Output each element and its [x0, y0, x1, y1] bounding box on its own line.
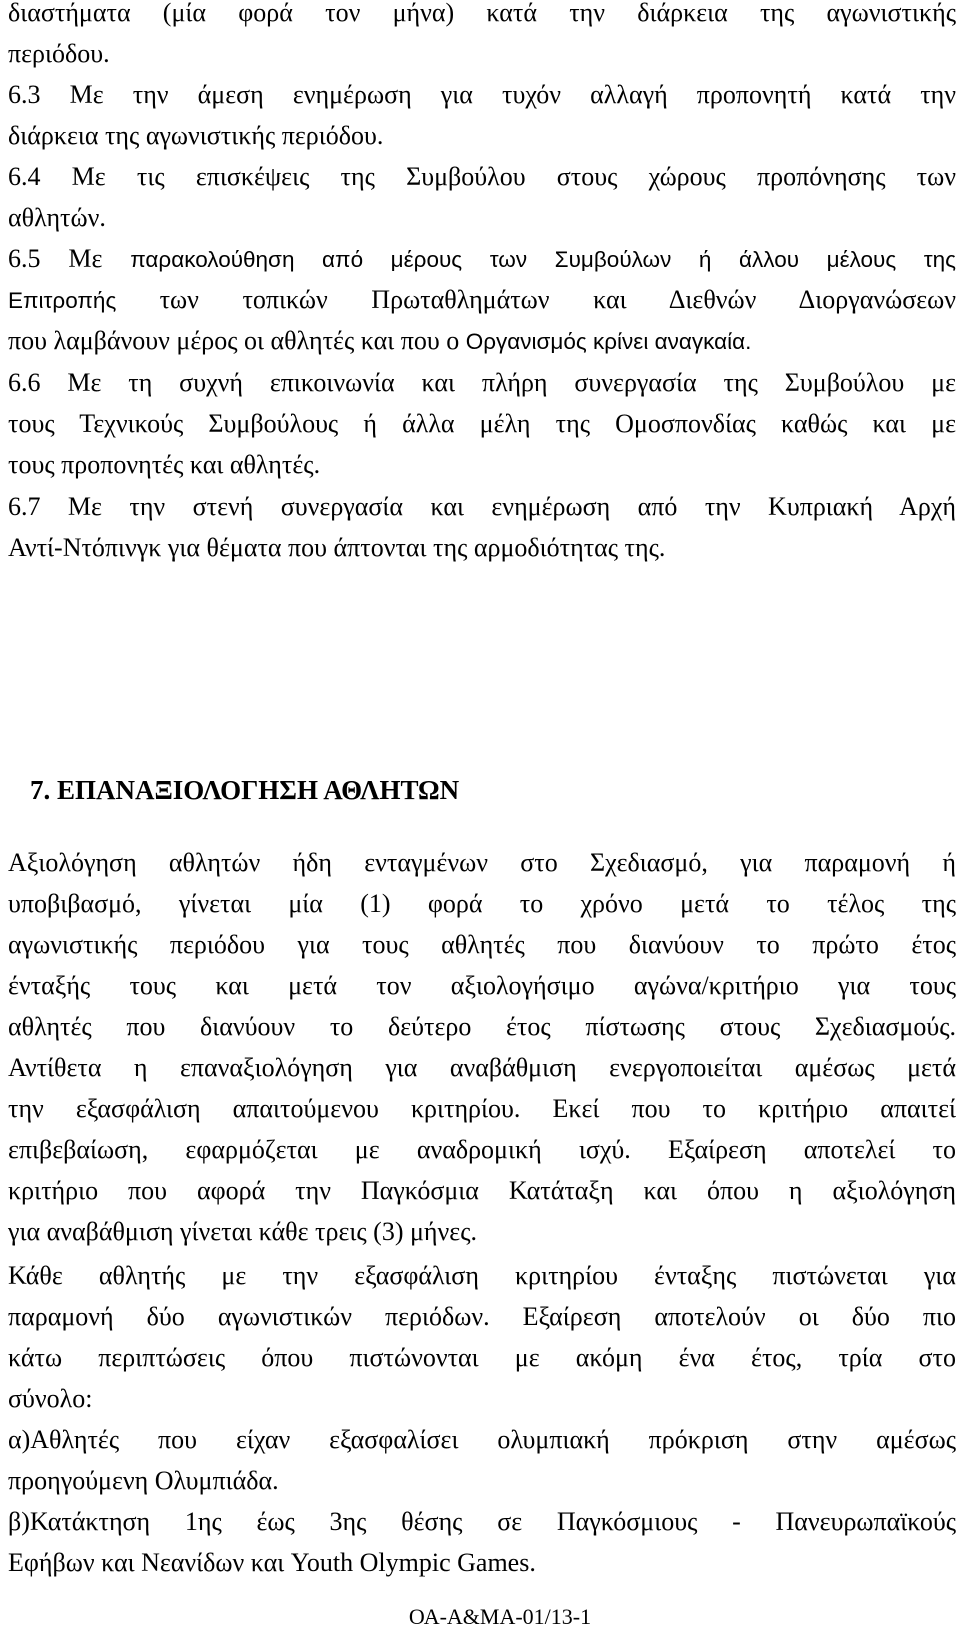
section-7-paragraph-1 [8, 842, 956, 1252]
text-line: τους Τεχνικούς Συμβούλους ή άλλα μέλη της Ομοσπονδίας καθώς και με [8, 409, 956, 438]
text-line: α)Αθλητές που είχαν εξασφαλίσει ολυμπιακή πρόκριση στην αμέσως [8, 1425, 956, 1454]
text-line: αγωνιστικής περιόδου για τους αθλητές που διανύουν το πρώτο έτος [8, 930, 956, 959]
item-6-5-text: των τοπικών Πρωταθλημάτων και Διεθνών Διοργανώσεων [159, 285, 956, 314]
text-line: κριτήριο που αφορά την Παγκόσμια Κατάταξη και όπου η αξιολόγηση [8, 1176, 956, 1205]
item-6-4 [8, 156, 956, 238]
text-line: 6.7 Με την στενή συνεργασία και ενημέρωση από την Κυπριακή Αρχή [8, 492, 956, 521]
text-line: αθλητών. [8, 203, 106, 232]
text-line: παραμονή δύο αγωνιστικών περιόδων. Εξαίρεση αποτελούν οι δύο πιο [8, 1302, 956, 1331]
text-line: Αντίθετα η επαναξιολόγηση για αναβάθμιση ενεργοποιείται αμέσως μετά [8, 1053, 956, 1082]
text-line: Αξιολόγηση αθλητών ήδη ενταγμένων στο Σχεδιασμό, για παραμονή ή [8, 848, 956, 877]
text-line: 6.4 Με τις επισκέψεις της Συμβούλου στους χώρους προπόνησης των [8, 162, 956, 191]
text-line: υποβιβασμό, γίνεται μία (1) φορά το χρόνο μετά το τέλος της [8, 889, 956, 918]
text-line [8, 238, 956, 279]
text-line: β)Κατάκτηση 1ης έως 3ης θέσης σε Παγκόσμιους - Πανευρωπαϊκούς [8, 1507, 956, 1536]
item-6-6 [8, 362, 956, 485]
item-6-5-text: που λαμβάνουν μέρος οι αθλητές και που ο [8, 326, 466, 355]
item-6-5-text: Οργανισμός κρίνει αναγκαία. [465, 329, 752, 354]
text-line: διάρκεια της αγωνιστικής περιόδου. [8, 121, 384, 150]
item-6-5 [8, 238, 956, 361]
text-line: την εξασφάλιση απαιτούμενου κριτηρίου. Εκεί που το κριτήριο απαιτεί [8, 1094, 956, 1123]
item-6-5-text: Επιτροπής [8, 288, 160, 313]
document-code-footer: ΟΑ-Α&ΜΑ-01/13-1 [408, 1604, 592, 1629]
text-line: περιόδου. [8, 39, 110, 68]
item-6-3 [8, 74, 956, 156]
text-line: Εφήβων και Νεανίδων και Youth Olympic Games. [8, 1548, 536, 1577]
continuation-paragraph [8, 0, 956, 74]
section-heading: 7. ΕΠΑΝΑΞΙΟΛΟΓΗΣΗ ΑΘΛΗΤΩΝ [30, 775, 460, 805]
text-line [8, 320, 956, 361]
text-line: επιβεβαίωση, εφαρμόζεται με αναδρομική ισχύ. Εξαίρεση αποτελεί το [8, 1135, 956, 1164]
text-line: διαστήματα (μία φορά τον μήνα) κατά την διάρκεια της αγωνιστικής [8, 0, 956, 27]
text-line: για αναβάθμιση γίνεται κάθε τρεις (3) μήνες. [8, 1217, 478, 1246]
item-6-7 [8, 486, 956, 568]
text-line: ένταξής τους και μετά τον αξιολογήσιμο αγώνα/κριτήριο για τους [8, 971, 956, 1000]
text-line: Αντί-Ντόπινγκ για θέματα που άπτονται της αρμοδιότητας της. [8, 533, 666, 562]
item-6-5-text: παρακολούθηση από μέρους των Συμβούλων ή άλλου μέλους της [130, 247, 956, 272]
text-line: Κάθε αθλητής με την εξασφάλιση κριτηρίου ένταξης πιστώνεται για [8, 1261, 956, 1290]
text-line: προηγούμενη Ολυμπιάδα. [8, 1466, 279, 1495]
item-6-5-number: 6.5 Με [8, 244, 131, 273]
text-line: 6.3 Με την άμεση ενημέρωση για τυχόν αλλαγή προπονητή κατά την [8, 80, 956, 109]
text-line: σύνολο: [8, 1384, 93, 1413]
text-line: τους προπονητές και αθλητές. [8, 450, 321, 479]
text-line: αθλητές που διανύουν το δεύτερο έτος πίστωσης στους Σχεδιασμούς. [8, 1012, 956, 1041]
text-line [8, 279, 956, 320]
text-line: 6.6 Με τη συχνή επικοινωνία και πλήρη συνεργασία της Συμβούλου με [8, 368, 956, 397]
section-7-paragraph-2 [8, 1255, 956, 1583]
text-line: κάτω περιπτώσεις όπου πιστώνονται με ακόμη ένα έτος, τρία στο [8, 1343, 956, 1372]
